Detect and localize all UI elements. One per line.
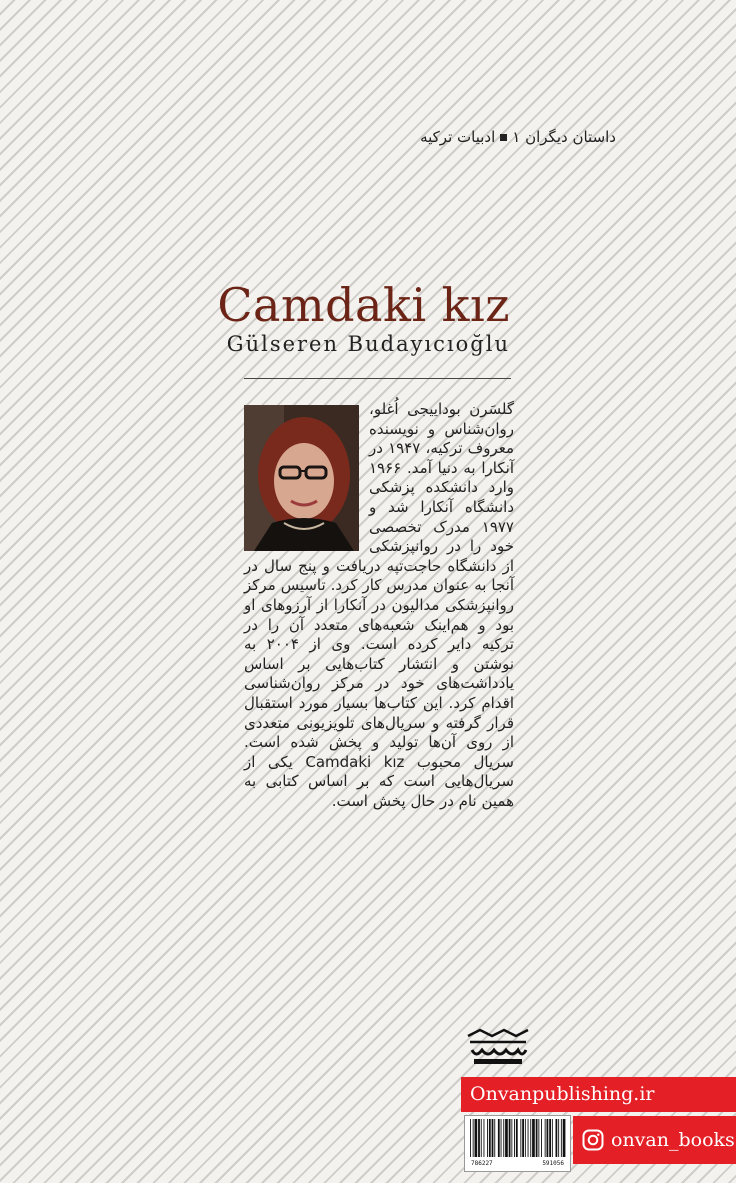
book-title: Camdaki kız bbox=[217, 278, 510, 332]
barcode-bar bbox=[558, 1119, 559, 1157]
barcode-bar bbox=[487, 1119, 488, 1157]
barcode-bar bbox=[538, 1119, 539, 1157]
instagram-handle[interactable] bbox=[573, 1116, 736, 1164]
barcode-bar bbox=[549, 1119, 551, 1157]
book-author: Gülseren Budayıcıoğlu bbox=[226, 332, 510, 356]
barcode-bar bbox=[475, 1119, 478, 1157]
barcode-bar bbox=[528, 1119, 529, 1157]
barcode-icon bbox=[465, 1116, 570, 1160]
photo-spacer bbox=[244, 400, 369, 556]
barcode-bar bbox=[525, 1119, 526, 1157]
barcode-bar bbox=[481, 1119, 482, 1157]
barcode-bar bbox=[545, 1119, 546, 1157]
barcode-number-left: 786227 bbox=[471, 1160, 493, 1167]
series-label bbox=[380, 128, 616, 146]
divider bbox=[244, 378, 511, 379]
barcode-bar bbox=[489, 1119, 491, 1157]
barcode-bar bbox=[561, 1119, 562, 1157]
barcode-bar bbox=[494, 1119, 495, 1157]
separator-square-icon bbox=[500, 134, 507, 141]
barcode-bar bbox=[473, 1119, 474, 1157]
publisher-logo bbox=[462, 1028, 534, 1068]
barcode-bar bbox=[552, 1119, 553, 1157]
barcode-bar bbox=[530, 1119, 531, 1157]
barcode-bar bbox=[509, 1119, 511, 1157]
publisher-logo-icon bbox=[462, 1028, 534, 1068]
barcode-bar bbox=[536, 1119, 538, 1157]
barcode-bar bbox=[563, 1119, 566, 1157]
barcode-bar bbox=[505, 1119, 508, 1157]
barcode-bar bbox=[503, 1119, 504, 1157]
barcode-bar bbox=[520, 1119, 521, 1157]
barcode-bar bbox=[498, 1119, 500, 1157]
barcode-bar bbox=[522, 1119, 524, 1157]
barcode-number-right: 591056 bbox=[542, 1160, 564, 1167]
isbn-barcode bbox=[464, 1115, 571, 1172]
series-name: داستان دیگران ۱ bbox=[512, 128, 616, 146]
barcode-bar bbox=[478, 1119, 480, 1157]
barcode-bar bbox=[511, 1119, 512, 1157]
barcode-bar bbox=[492, 1119, 494, 1157]
barcode-bar bbox=[556, 1119, 558, 1157]
barcode-bar bbox=[484, 1119, 485, 1157]
barcode-bar bbox=[532, 1119, 535, 1157]
barcode-bar bbox=[547, 1119, 549, 1157]
series-category: ادبیات ترکیه bbox=[420, 128, 496, 146]
barcode-bar bbox=[516, 1119, 518, 1157]
instagram-handle-label: onvan_books bbox=[611, 1129, 735, 1151]
barcode-bar bbox=[501, 1119, 502, 1157]
barcode-bar bbox=[514, 1119, 515, 1157]
biography-text: گلسَرن بودایيجی اُغلو، روان‌شناس و نویسنده معروف ترکیه، ۱۹۴۷ در آنکارا به دنیا آمد. ۱۹۶۶ وارد دانشکده پزشکی دانشگاه آنکارا شد و ۱۹۷۷ مدرک تخصصی خود را در روانپزشکی از دانشگاه حاجت‌تپه دریافت و پنج سال در آنجا به عنوان مدرس کار کرد. تاسیس مرکز روانپزشکی مدالیون در آنکارا از آرزوهای او بود و هم‌اینک شعبه‌های متعدد آن را در ترکیه دایر کرده است. وی از ۲۰۰۴ به نوشتن و انتشار کتاب‌هایی بر اساس یادداشت‌های خود در مرکز روان‌شناسی اقدام کرد. این کتاب‌ها بسیار مورد استقبال قرار گرفته و سریال‌های تلویزیونی متعددی از روی آن‌ها تولید و پخش شده است. سریال محبوب Camdaki kız یکی از سریال‌هایی است که بر اساس کتابی به همین نام در حال پخش است. bbox=[244, 400, 514, 810]
publisher-website[interactable]: Onvanpublishing.ir bbox=[461, 1077, 736, 1112]
barcode-bar bbox=[541, 1119, 542, 1157]
author-biography bbox=[244, 400, 514, 811]
instagram-icon bbox=[582, 1129, 604, 1151]
barcode-bar bbox=[470, 1119, 471, 1157]
